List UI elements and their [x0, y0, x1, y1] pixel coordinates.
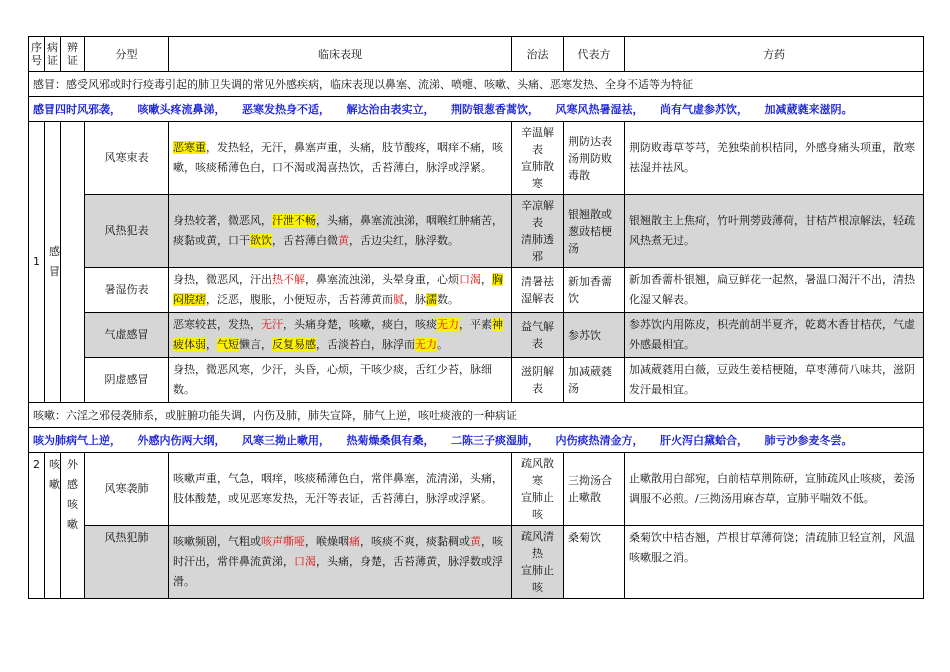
kesou-mnemonic-row: [29, 428, 924, 453]
ganmao-mnemonic-row: [29, 97, 924, 122]
kesou-name: 咳嗽: [45, 453, 61, 599]
prescription-cell: 新加香薷朴银翘，扁豆鲜花一起熬，暑温口渴汗不出，清热化湿又解表。: [625, 268, 924, 313]
representative-cell: 桑菊饮: [564, 526, 625, 599]
clinical-cell: 身热，微恶风，汗出热不解，鼻塞流浊涕，头晕身重，心烦口渴，胸闷脘痞，泛恶，腹胀，小便短赤，舌苔薄黄而腻，脉濡数。: [169, 268, 512, 313]
representative-cell: 加减葳蕤汤: [564, 358, 625, 403]
syndrome-table-page: [28, 36, 923, 599]
prescription-cell: 加减葳蕤用白薇，豆豉生姜桔梗随，草枣薄荷八味共，滋阴发汗最相宜。: [625, 358, 924, 403]
type-cell: 气虚感冒: [85, 313, 169, 358]
ganmao-summary-row: [29, 72, 924, 97]
header-row: [29, 37, 924, 72]
ganmao-number: 1: [29, 122, 45, 403]
representative-cell: 银翘散或葱豉桔梗汤: [564, 195, 625, 268]
kesou-summary-row: [29, 403, 924, 428]
representative-cell: 新加香薷饮: [564, 268, 625, 313]
prescription-cell: 荆防败毒草苓芎，羌独柴前枳桔同，外感身痛头项重，散寒祛湿并祛风。: [625, 122, 924, 195]
type-cell: 风热犯肺: [85, 526, 169, 599]
header-clinical: 临床表现: [169, 37, 512, 72]
therapy-cell: 辛温解表 宣肺散寒: [512, 122, 564, 195]
header-prescription: 方药: [625, 37, 924, 72]
table-row: [29, 453, 924, 526]
therapy-cell: 辛凉解表 清肺透邪: [512, 195, 564, 268]
prescription-cell: 参苏饮内用陈皮，枳壳前胡半夏齐，乾葛木香甘桔茯，气虚外感最相宜。: [625, 313, 924, 358]
representative-cell: 荆防达表汤荆防败毒散: [564, 122, 625, 195]
header-type: 分型: [85, 37, 169, 72]
syndrome-table: [28, 36, 924, 599]
type-cell: 风热犯表: [85, 195, 169, 268]
representative-cell: 三拗汤合止嗽散: [564, 453, 625, 526]
clinical-cell: 身热，微恶风寒，少汗，头昏，心烦，干咳少痰，舌红少苔，脉细数。: [169, 358, 512, 403]
prescription-cell: 银翘散主上焦疴，竹叶荆蒡豉薄荷，甘桔芦根凉解法，轻疏风热煮无过。: [625, 195, 924, 268]
header-num: 序号: [29, 37, 45, 72]
table-row: [29, 122, 924, 195]
ganmao-name: 感冒: [45, 122, 61, 403]
therapy-cell: 疏风散寒 宣肺止咳: [512, 453, 564, 526]
prescription-cell: 止嗽散用白部宛，白前桔草荆陈研，宣肺疏风止咳痰，姜汤调服不必煎。/三拗汤用麻杏草，宣肺平喘效不低。: [625, 453, 924, 526]
representative-cell: 参苏饮: [564, 313, 625, 358]
kesou-summary: 咳嗽：六淫之邪侵袭肺系，或脏腑功能失调，内伤及肺，肺失宣降，肺气上逆，咳吐痰液的一种病证: [29, 403, 924, 428]
kesou-mnemonic: 咳为肺病气上逆， 外感内伤两大纲， 风寒三拗止嗽用， 热菊燥桑俱有桑， 二陈三子痰湿肺， 内伤痰热清金方， 肝火泻白黛蛤合， 肺亏沙参麦冬尝。: [29, 428, 924, 453]
therapy-cell: 疏风清热 宣肺止咳: [512, 526, 564, 599]
therapy-cell: 益气解表: [512, 313, 564, 358]
ganmao-mnemonic: 感冒四时风邪袭， 咳嗽头疼流鼻涕， 恶寒发热身不适， 解达治由表实立， 荆防银葱香蒿饮， 风寒风热暑湿祛， 尚有气虚参苏饮， 加减葳蕤来滋阴。: [29, 97, 924, 122]
header-representative: 代表方: [564, 37, 625, 72]
ganmao-differentiation-cell: [61, 122, 85, 403]
clinical-cell: 咳嗽声重，气急，咽痒，咳痰稀薄色白，常伴鼻塞，流清涕，头痛，肢体酸楚，或见恶寒发热，无汗等表证，舌苔薄白，脉浮或浮紧。: [169, 453, 512, 526]
type-cell: 阴虚感冒: [85, 358, 169, 403]
header-therapy: 治法: [512, 37, 564, 72]
table-row: [29, 195, 924, 268]
table-row: [29, 313, 924, 358]
table-row: [29, 268, 924, 313]
clinical-cell: 咳嗽频剧，气粗或咳声嘶哑，喉燥咽痛，咳痰不爽，痰黏稠或黄，咳时汗出，常伴鼻流黄涕，口渴，头痛，身楚，舌苔薄黄，脉浮数或浮滑。: [169, 526, 512, 599]
type-cell: 风寒袭肺: [85, 453, 169, 526]
type-cell: 风寒束表: [85, 122, 169, 195]
clinical-cell: 恶寒重，发热轻，无汗，鼻塞声重，头痛，肢节酸疼，咽痒不痛，咳嗽，咳痰稀薄色白，口不渴或渴喜热饮，舌苔薄白，脉浮或浮紧。: [169, 122, 512, 195]
prescription-cell: 桑菊饮中桔杏翘，芦根甘草薄荷饶；清疏肺卫轻宣剂，风温咳嗽服之消。: [625, 526, 924, 599]
header-differentiation: 辨证: [61, 37, 85, 72]
kesou-number: 2: [29, 453, 45, 599]
clinical-cell: 身热较著，微恶风，汗泄不畅，头痛，鼻塞流浊涕，咽喉红肿痛苦，痰黏或黄，口干欲饮，舌苔薄白微黄，舌边尖红，脉浮数。: [169, 195, 512, 268]
clinical-cell: 恶寒较甚，发热，无汗，头痛身楚，咳嗽，痰白，咳痰无力，平素神疲体弱，气短懒言，反复易感，舌淡苔白，脉浮而无力。: [169, 313, 512, 358]
therapy-cell: 清暑祛湿解表: [512, 268, 564, 313]
table-row: [29, 358, 924, 403]
header-disease: 病证: [45, 37, 61, 72]
therapy-cell: 滋阴解表: [512, 358, 564, 403]
type-cell: 暑湿伤表: [85, 268, 169, 313]
ganmao-summary: 感冒：感受风邪或时行疫毒引起的肺卫失调的常见外感疾病，临床表现以鼻塞、流涕、喷嚏、咳嗽、头痛、恶寒发热、全身不适等为特征: [29, 72, 924, 97]
table-row: [29, 526, 924, 599]
kesou-sub: 外感咳嗽: [61, 453, 85, 599]
